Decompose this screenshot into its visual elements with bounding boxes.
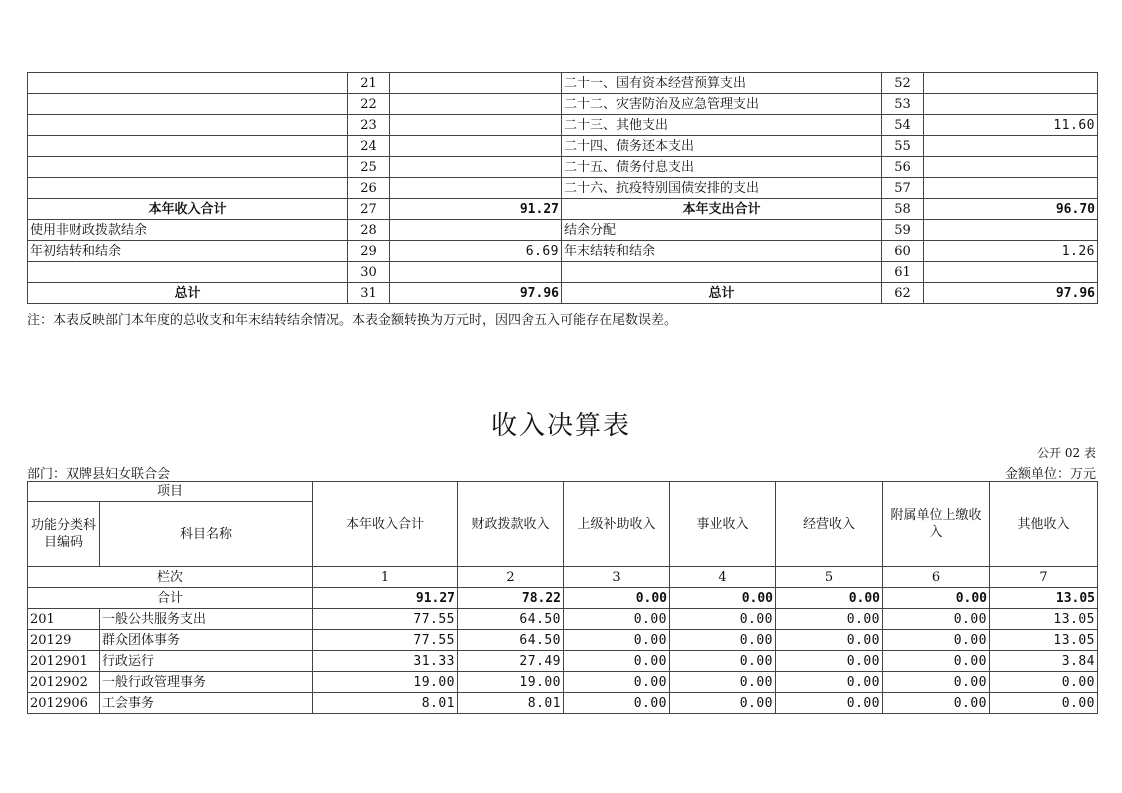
expense-item-label: 二十二、灾害防治及应急管理支出 — [562, 94, 882, 115]
row-index: 2 — [458, 567, 564, 588]
amount-cell: 27.49 — [458, 651, 564, 672]
income-item-label: 年初结转和结余 — [28, 241, 348, 262]
table-row — [28, 157, 1098, 178]
amount-cell: 8.01 — [313, 693, 458, 714]
income-amount — [390, 262, 562, 283]
table-row — [28, 115, 1098, 136]
table-code: 公开 02 表 — [1037, 446, 1096, 460]
expense-item-label — [562, 262, 882, 283]
amount-cell: 0.00 — [670, 672, 776, 693]
amount-cell: 0.00 — [990, 672, 1098, 693]
income-amount — [390, 157, 562, 178]
row-index-label: 栏次 — [28, 567, 313, 588]
income-amount — [390, 73, 562, 94]
table-row — [28, 630, 1098, 651]
total-value: 0.00 — [883, 588, 990, 609]
revenue-expenditure-summary-table — [27, 72, 1098, 304]
amount-cell: 0.00 — [883, 693, 990, 714]
department-label: 部门：双牌县妇女联合会 — [27, 467, 171, 482]
subject-name: 一般公共服务支出 — [100, 609, 313, 630]
subject-code: 2012902 — [28, 672, 100, 693]
subject-name: 行政运行 — [100, 651, 313, 672]
income-line-no: 21 — [348, 73, 390, 94]
subject-code: 20129 — [28, 630, 100, 651]
total-value: 0.00 — [776, 588, 883, 609]
income-line-no: 28 — [348, 220, 390, 241]
income-item-label: 使用非财政拨款结余 — [28, 220, 348, 241]
row-index: 4 — [670, 567, 776, 588]
amount-cell: 13.05 — [990, 609, 1098, 630]
expense-line-no: 59 — [882, 220, 924, 241]
income-item-label — [28, 157, 348, 178]
row-index: 3 — [564, 567, 670, 588]
amount-cell: 8.01 — [458, 693, 564, 714]
expense-line-no: 60 — [882, 241, 924, 262]
table-row — [28, 651, 1098, 672]
header-col-5: 经营收入 — [776, 482, 883, 567]
header-col-4: 事业收入 — [670, 482, 776, 567]
amount-cell: 0.00 — [564, 630, 670, 651]
expense-amount — [924, 136, 1098, 157]
header-row-project — [28, 482, 1098, 502]
summary-table-body — [28, 73, 1098, 304]
amount-unit-label: 金额单位：万元 — [1004, 467, 1096, 482]
total-label: 合计 — [28, 588, 313, 609]
amount-cell: 13.05 — [990, 630, 1098, 651]
expense-amount — [924, 178, 1098, 199]
expense-line-no: 57 — [882, 178, 924, 199]
income-amount: 97.96 — [390, 283, 562, 304]
income-line-no: 27 — [348, 199, 390, 220]
expense-line-no: 58 — [882, 199, 924, 220]
subject-name: 一般行政管理事务 — [100, 672, 313, 693]
expense-line-no: 52 — [882, 73, 924, 94]
income-item-label — [28, 178, 348, 199]
total-value: 13.05 — [990, 588, 1098, 609]
expense-item-label: 结余分配 — [562, 220, 882, 241]
subject-name: 工会事务 — [100, 693, 313, 714]
expense-amount: 97.96 — [924, 283, 1098, 304]
amount-cell: 64.50 — [458, 609, 564, 630]
row-index: 6 — [883, 567, 990, 588]
income-final-accounts-table — [27, 481, 1098, 714]
expense-amount — [924, 262, 1098, 283]
amount-cell: 0.00 — [564, 693, 670, 714]
total-row — [28, 588, 1098, 609]
expense-item-label: 本年支出合计 — [562, 199, 882, 220]
amount-cell: 0.00 — [776, 672, 883, 693]
header-col-6: 附属单位上缴收入 — [883, 482, 990, 567]
table-row — [28, 262, 1098, 283]
amount-cell: 0.00 — [776, 609, 883, 630]
amount-cell: 0.00 — [776, 651, 883, 672]
expense-line-no: 62 — [882, 283, 924, 304]
income-item-label — [28, 94, 348, 115]
amount-cell: 0.00 — [883, 651, 990, 672]
amount-cell: 0.00 — [883, 609, 990, 630]
table-row — [28, 609, 1098, 630]
expense-item-label: 二十六、抗疫特别国债安排的支出 — [562, 178, 882, 199]
expense-item-label: 二十四、债务还本支出 — [562, 136, 882, 157]
expense-amount: 1.26 — [924, 241, 1098, 262]
amount-cell: 0.00 — [564, 651, 670, 672]
expense-amount — [924, 157, 1098, 178]
table-row — [28, 241, 1098, 262]
subject-code: 2012901 — [28, 651, 100, 672]
header-col-3: 上级补助收入 — [564, 482, 670, 567]
amount-cell: 0.00 — [883, 672, 990, 693]
income-line-no: 26 — [348, 178, 390, 199]
header-col-7: 其他收入 — [990, 482, 1098, 567]
table-row — [28, 283, 1098, 304]
row-index: 1 — [313, 567, 458, 588]
income-line-no: 30 — [348, 262, 390, 283]
table-row — [28, 73, 1098, 94]
amount-cell: 0.00 — [776, 693, 883, 714]
amount-cell: 0.00 — [670, 693, 776, 714]
income-table-body — [28, 609, 1098, 714]
expense-item-label: 二十三、其他支出 — [562, 115, 882, 136]
expense-item-label: 二十五、债务付息支出 — [562, 157, 882, 178]
table-row — [28, 178, 1098, 199]
page-title: 收入决算表 — [490, 411, 631, 441]
row-index: 5 — [776, 567, 883, 588]
header-col-1: 本年收入合计 — [313, 482, 458, 567]
income-line-no: 24 — [348, 136, 390, 157]
expense-line-no: 61 — [882, 262, 924, 283]
income-line-no: 29 — [348, 241, 390, 262]
subject-name: 群众团体事务 — [100, 630, 313, 651]
column-index-row — [28, 567, 1098, 588]
expense-amount: 11.60 — [924, 115, 1098, 136]
amount-cell: 77.55 — [313, 609, 458, 630]
income-amount — [390, 136, 562, 157]
income-item-label — [28, 262, 348, 283]
amount-cell: 0.00 — [564, 609, 670, 630]
amount-cell: 0.00 — [883, 630, 990, 651]
income-line-no: 31 — [348, 283, 390, 304]
expense-amount: 96.70 — [924, 199, 1098, 220]
expense-line-no: 55 — [882, 136, 924, 157]
expense-line-no: 53 — [882, 94, 924, 115]
income-item-label: 总计 — [28, 283, 348, 304]
expense-amount — [924, 94, 1098, 115]
amount-cell: 0.00 — [564, 672, 670, 693]
total-value: 78.22 — [458, 588, 564, 609]
table-note: 注：本表反映部门本年度的总收支和年末结转结余情况。本表金额转换为万元时，因四舍五入可能存在尾数误差。 — [27, 313, 678, 328]
amount-cell: 0.00 — [670, 630, 776, 651]
amount-cell: 3.84 — [990, 651, 1098, 672]
amount-cell: 77.55 — [313, 630, 458, 651]
income-item-label — [28, 136, 348, 157]
table-row — [28, 199, 1098, 220]
table-row — [28, 672, 1098, 693]
income-amount — [390, 178, 562, 199]
total-value: 91.27 — [313, 588, 458, 609]
amount-cell: 0.00 — [670, 651, 776, 672]
amount-cell: 19.00 — [313, 672, 458, 693]
income-amount: 6.69 — [390, 241, 562, 262]
amount-cell: 31.33 — [313, 651, 458, 672]
income-amount — [390, 94, 562, 115]
header-subject-name: 科目名称 — [100, 502, 313, 567]
income-line-no: 25 — [348, 157, 390, 178]
income-item-label: 本年收入合计 — [28, 199, 348, 220]
table-row — [28, 94, 1098, 115]
row-index: 7 — [990, 567, 1098, 588]
expense-line-no: 54 — [882, 115, 924, 136]
header-project: 项目 — [28, 482, 313, 502]
expense-item-label: 总计 — [562, 283, 882, 304]
amount-cell: 0.00 — [990, 693, 1098, 714]
income-amount: 91.27 — [390, 199, 562, 220]
amount-cell: 19.00 — [458, 672, 564, 693]
table-row — [28, 693, 1098, 714]
expense-item-label: 二十一、国有资本经营预算支出 — [562, 73, 882, 94]
table-row — [28, 136, 1098, 157]
income-item-label — [28, 73, 348, 94]
amount-cell: 0.00 — [670, 609, 776, 630]
income-item-label — [28, 115, 348, 136]
expense-line-no: 56 — [882, 157, 924, 178]
header-func-code: 功能分类科目编码 — [28, 502, 100, 567]
header-col-2: 财政拨款收入 — [458, 482, 564, 567]
amount-cell: 0.00 — [776, 630, 883, 651]
table-row — [28, 220, 1098, 241]
income-line-no: 23 — [348, 115, 390, 136]
subject-code: 201 — [28, 609, 100, 630]
total-value: 0.00 — [564, 588, 670, 609]
subject-code: 2012906 — [28, 693, 100, 714]
income-line-no: 22 — [348, 94, 390, 115]
income-amount — [390, 220, 562, 241]
amount-cell: 64.50 — [458, 630, 564, 651]
expense-amount — [924, 220, 1098, 241]
income-amount — [390, 115, 562, 136]
total-value: 0.00 — [670, 588, 776, 609]
expense-amount — [924, 73, 1098, 94]
expense-item-label: 年末结转和结余 — [562, 241, 882, 262]
